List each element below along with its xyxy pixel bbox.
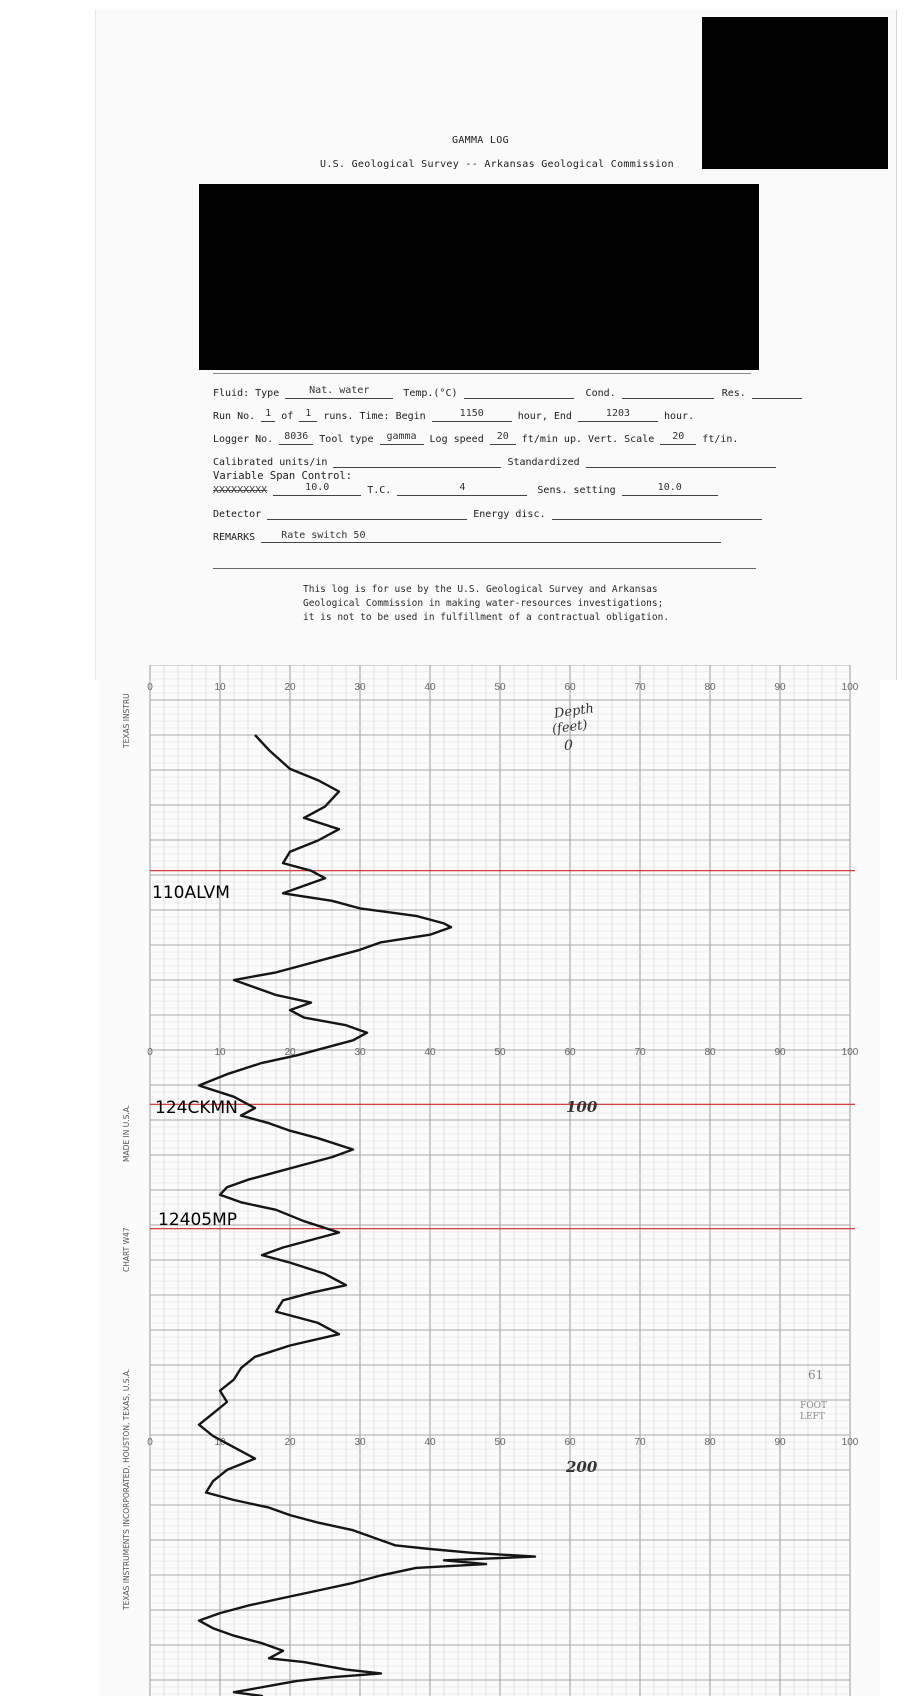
vert-scale-value: 20 bbox=[660, 431, 696, 445]
x-tick-label: 50 bbox=[494, 1437, 506, 1448]
remarks-row bbox=[213, 530, 721, 543]
x-tick-label: 70 bbox=[634, 682, 646, 693]
x-tick-label: 0 bbox=[147, 1047, 153, 1058]
depth-mark-100: 100 bbox=[566, 1098, 598, 1116]
side-text-top: TEXAS INSTRU bbox=[122, 693, 131, 748]
x-tick-label: 70 bbox=[634, 1047, 646, 1058]
x-tick-label: 80 bbox=[704, 1437, 716, 1448]
fluid-label: Fluid: Type bbox=[213, 388, 280, 399]
energy-label: Energy disc. bbox=[473, 509, 546, 520]
x-tick-label: 50 bbox=[494, 1047, 506, 1058]
res-value bbox=[752, 385, 802, 399]
margin-mark: 61 bbox=[808, 1368, 824, 1382]
span-label-struck: XXXXXXXXX bbox=[213, 485, 268, 496]
span-value: 10.0 bbox=[273, 482, 361, 496]
depth-heading: Depth bbox=[553, 701, 595, 722]
x-tick-label: 40 bbox=[424, 682, 436, 693]
depth-unit: (feet) bbox=[551, 717, 589, 738]
ftin-label: ft/in. bbox=[702, 434, 739, 445]
calibrated-row bbox=[213, 454, 776, 468]
disclaimer-line: Geological Commission in making water-resources investigations; bbox=[303, 598, 664, 609]
tool-label: Tool type bbox=[319, 434, 374, 445]
x-tick-label: 100 bbox=[841, 682, 859, 693]
remarks-line-2 bbox=[213, 568, 756, 569]
x-tick-label: 60 bbox=[564, 682, 576, 693]
time-begin-value: 1150 bbox=[432, 408, 512, 422]
x-tick-label: 20 bbox=[284, 682, 296, 693]
x-tick-label: 0 bbox=[147, 682, 153, 693]
x-tick-label: 100 bbox=[841, 1437, 859, 1448]
redaction-block-header bbox=[199, 184, 759, 370]
cond-value bbox=[622, 385, 714, 399]
x-tick-label: 10 bbox=[214, 1437, 226, 1448]
disclaimer-line: This log is for use by the U.S. Geological Survey and Arkansas bbox=[303, 584, 658, 595]
detector-row bbox=[213, 506, 762, 520]
x-tick-label: 20 bbox=[284, 1047, 296, 1058]
gamma-log-chart bbox=[0, 665, 916, 1696]
x-tick-label: 0 bbox=[147, 1437, 153, 1448]
log-speed-label: Log speed bbox=[429, 434, 484, 445]
partial-row-line bbox=[213, 373, 751, 374]
res-label: Res. bbox=[721, 388, 746, 399]
of-label: of bbox=[281, 411, 294, 422]
x-tick-label: 80 bbox=[704, 682, 716, 693]
logger-row bbox=[213, 431, 738, 445]
logger-no-value: 8036 bbox=[279, 431, 313, 445]
depth-mark-200: 200 bbox=[566, 1458, 598, 1476]
runs-label: runs. Time: Begin bbox=[323, 411, 426, 422]
x-tick-label: 60 bbox=[564, 1437, 576, 1448]
chart-grid bbox=[100, 665, 880, 1696]
form-title: GAMMA LOG bbox=[452, 135, 509, 146]
x-tick-label: 10 bbox=[214, 682, 226, 693]
standardized-value bbox=[586, 454, 776, 468]
logger-label: Logger No. bbox=[213, 434, 274, 445]
run-row bbox=[213, 408, 694, 422]
chart-paper bbox=[100, 665, 880, 1696]
run-no-value: 1 bbox=[261, 408, 275, 422]
tool-type-value: gamma bbox=[380, 431, 424, 445]
energy-value bbox=[552, 506, 762, 520]
fluid-type-value: Nat. water bbox=[285, 385, 393, 399]
x-tick-label: 30 bbox=[354, 1047, 366, 1058]
x-tick-label: 80 bbox=[704, 1047, 716, 1058]
span-row bbox=[213, 482, 718, 496]
tc-value: 4 bbox=[397, 482, 527, 496]
side-text-bottom: TEXAS INSTRUMENTS INCORPORATED, HOUSTON, TEXAS, U.S.A. bbox=[122, 1368, 131, 1610]
x-tick-label: 60 bbox=[564, 1047, 576, 1058]
x-tick-label: 30 bbox=[354, 1437, 366, 1448]
x-tick-label: 50 bbox=[494, 682, 506, 693]
foot-left-2: LEFT bbox=[800, 1412, 825, 1422]
x-tick-label: 90 bbox=[774, 682, 786, 693]
hour-end-label: hour, End bbox=[517, 411, 572, 422]
sens-value: 10.0 bbox=[622, 482, 718, 496]
cond-label: Cond. bbox=[585, 388, 616, 399]
side-text-chart: CHART W47 bbox=[122, 1227, 131, 1272]
x-tick-label: 30 bbox=[354, 682, 366, 693]
form-agency: U.S. Geological Survey -- Arkansas Geological Commission bbox=[320, 159, 674, 170]
ftmin-label: ft/min up. Vert. Scale bbox=[521, 434, 655, 445]
unit-label-110alvm: 110ALVM bbox=[152, 883, 230, 903]
remarks-label: REMARKS bbox=[213, 532, 256, 543]
runs-total-value: 1 bbox=[299, 408, 317, 422]
log-speed-value: 20 bbox=[490, 431, 516, 445]
hour-label: hour. bbox=[664, 411, 695, 422]
x-tick-label: 20 bbox=[284, 1437, 296, 1448]
temp-label: Temp.(°C) bbox=[403, 388, 458, 399]
vsc-label: Variable Span Control: bbox=[213, 470, 353, 482]
x-tick-label: 90 bbox=[774, 1047, 786, 1058]
depth-mark-0: 0 bbox=[564, 738, 573, 754]
vsc-row bbox=[213, 470, 352, 482]
tc-label: T.C. bbox=[367, 485, 392, 496]
disclaimer bbox=[303, 583, 669, 625]
x-tick-label: 100 bbox=[841, 1047, 859, 1058]
run-label: Run No. bbox=[213, 411, 256, 422]
time-end-value: 1203 bbox=[578, 408, 658, 422]
x-tick-label: 10 bbox=[214, 1047, 226, 1058]
disclaimer-line: it is not to be used in fulfillment of a contractual obligation. bbox=[303, 612, 670, 623]
redaction-block-top-right bbox=[702, 17, 888, 169]
temp-value bbox=[464, 385, 574, 399]
unit-label-12405mp: 12405MP bbox=[158, 1210, 237, 1230]
x-tick-label: 90 bbox=[774, 1437, 786, 1448]
calibrated-label: Calibrated units/in bbox=[213, 457, 328, 468]
detector-label: Detector bbox=[213, 509, 262, 520]
unit-label-124ckmn: 124CKMN bbox=[155, 1098, 238, 1118]
fluid-row bbox=[213, 385, 802, 399]
calibrated-value bbox=[333, 454, 501, 468]
side-text-mid: MADE IN U.S.A. bbox=[122, 1104, 131, 1162]
foot-left-1: FOOT bbox=[800, 1401, 828, 1411]
standardized-label: Standardized bbox=[507, 457, 580, 468]
remarks-value: Rate switch 50 bbox=[261, 530, 721, 543]
x-tick-label: 40 bbox=[424, 1437, 436, 1448]
x-tick-label: 40 bbox=[424, 1047, 436, 1058]
detector-value bbox=[267, 506, 467, 520]
x-tick-label: 70 bbox=[634, 1437, 646, 1448]
sens-label: Sens. setting bbox=[537, 485, 616, 496]
